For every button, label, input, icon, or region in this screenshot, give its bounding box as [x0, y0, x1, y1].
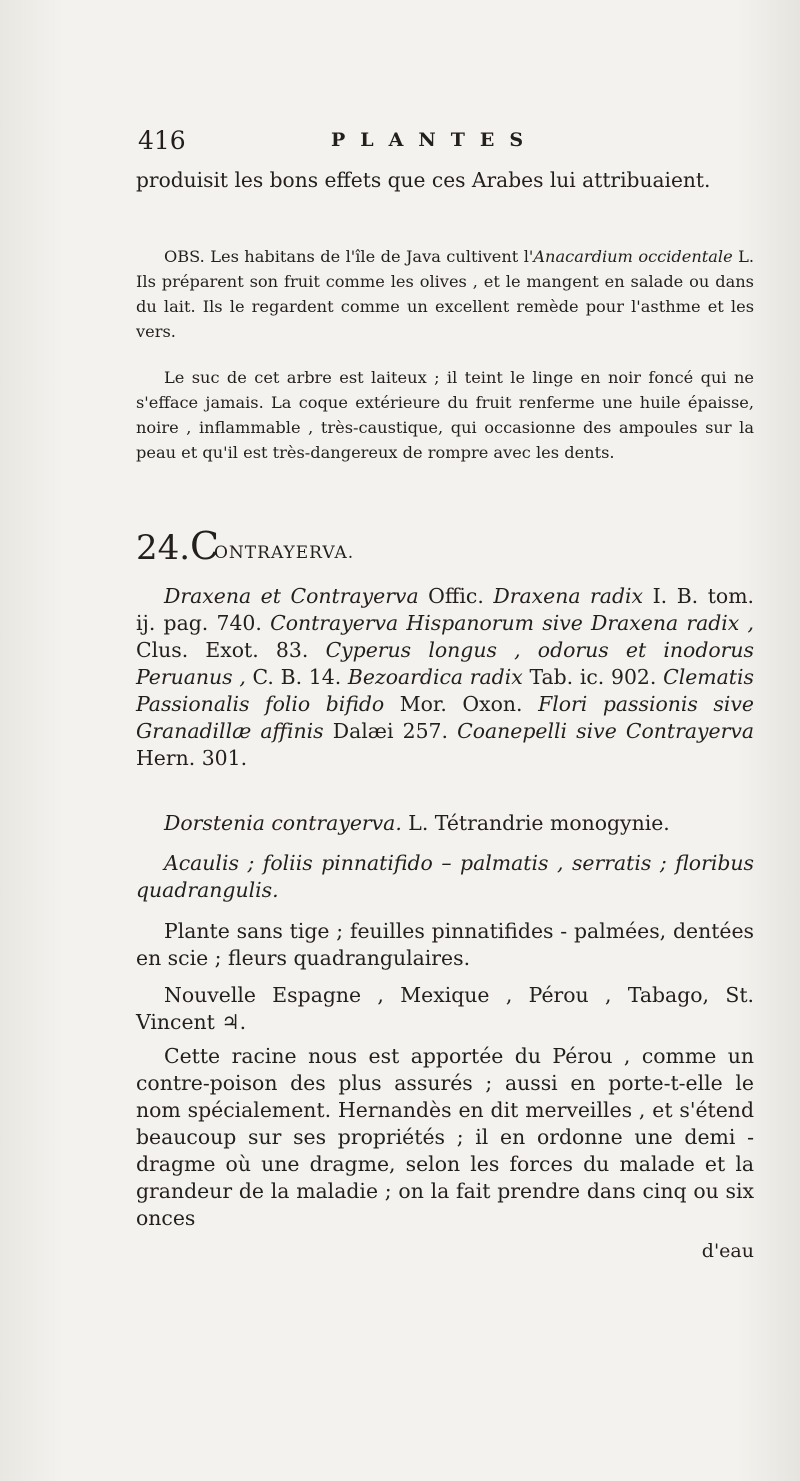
syn-4: I. B. tom. ij. pag. 740. — [136, 584, 755, 635]
obs-text-2: L. Ils préparent son fruit comme les olives , et le mangent en salade ou dans du lait. Ils le regardent comme un excellent remède pour l'asthme et les vers. — [136, 247, 754, 341]
syn-14: Dalæi 257. — [323, 719, 458, 743]
syn-1: Draxena et Contrayerva — [164, 584, 419, 608]
entry-title: ONTRAYERVA. — [214, 543, 355, 563]
dorstenia-classification: L. Tétrandrie monogynie. — [401, 811, 670, 835]
entry-initial: C — [190, 524, 220, 568]
entry-number: 24. — [136, 528, 191, 568]
syn-3: Draxena radix — [493, 584, 644, 608]
obs-paragraph-2: Le suc de cet arbre est laiteux ; il teint le linge en noir foncé qui ne s'efface jamais. La coque extérieure du fruit renferme une huile épaisse, noire , inflammable , très-caustique, qui occasionne des ampoules sur la peau et qu'il est très-dangereux de rompre avec les dents. — [136, 368, 754, 462]
page-header — [136, 126, 754, 156]
syn-10: Tab. ic. 902. — [522, 665, 664, 689]
syn-11: Clematis Passionalis folio bifido — [136, 665, 754, 716]
synonymy-paragraph — [136, 583, 754, 772]
syn-16: Hern. 301. — [136, 746, 248, 770]
continuation-paragraph: produisit les bons effets que ces Arabes lui attribuaient. — [136, 168, 711, 192]
obs-species: Anacardium occidentale — [533, 247, 733, 266]
dorstenia-line — [136, 810, 754, 837]
syn-12: Mor. Oxon. — [384, 692, 539, 716]
syn-13: Flori passionis sive Granadillæ affinis — [136, 692, 754, 743]
page-number: 416 — [138, 126, 186, 155]
syn-6: Clus. Exot. 83. — [136, 638, 326, 662]
character-paragraph — [136, 850, 754, 904]
obs-text-1: Les habitans de l'île de Java cultivent l' — [204, 247, 534, 266]
character-text: Acaulis ; foliis pinnatifido – palmatis , serratis ; floribus quadrangulis. — [136, 851, 754, 902]
obs-label: OBS. — [164, 247, 205, 266]
syn-9: Bezoardica radix — [347, 665, 523, 689]
syn-15: Coanepelli sive Contrayerva — [457, 719, 754, 743]
obs-paragraph — [136, 244, 754, 344]
running-title: PLANTES — [331, 129, 539, 151]
uses-paragraph: Cette racine nous est apportée du Pérou , comme un contre-poison des plus assurés ; aussi en porte-t-elle le nom spécialement. Hernandès en dit merveilles , et s'étend beaucoup sur ses propriétés ; il en ordonne une demi - dragme où une dragme, selon les forces du malade et la grandeur de la maladie ; on la fait prendre dans cinq ou six onces — [136, 1044, 754, 1230]
description-paragraph: Plante sans tige ; feuilles pinnatifides - palmées, dentées en scie ; fleurs quadrangulaires. — [136, 919, 754, 970]
dorstenia-name: Dorstenia contrayerva. — [164, 811, 402, 835]
syn-7: Cyperus longus , odorus et inodorus Peruanus , — [136, 638, 754, 689]
syn-5: Contrayerva Hispanorum sive Draxena radix , — [270, 611, 754, 635]
syn-8: C. B. 14. — [245, 665, 348, 689]
syn-2: Offic. — [418, 584, 494, 608]
catchword: d'eau — [701, 1240, 754, 1262]
habitat-paragraph: Nouvelle Espagne , Mexique , Pérou , Tabago, St. Vincent ♃. — [136, 983, 754, 1034]
